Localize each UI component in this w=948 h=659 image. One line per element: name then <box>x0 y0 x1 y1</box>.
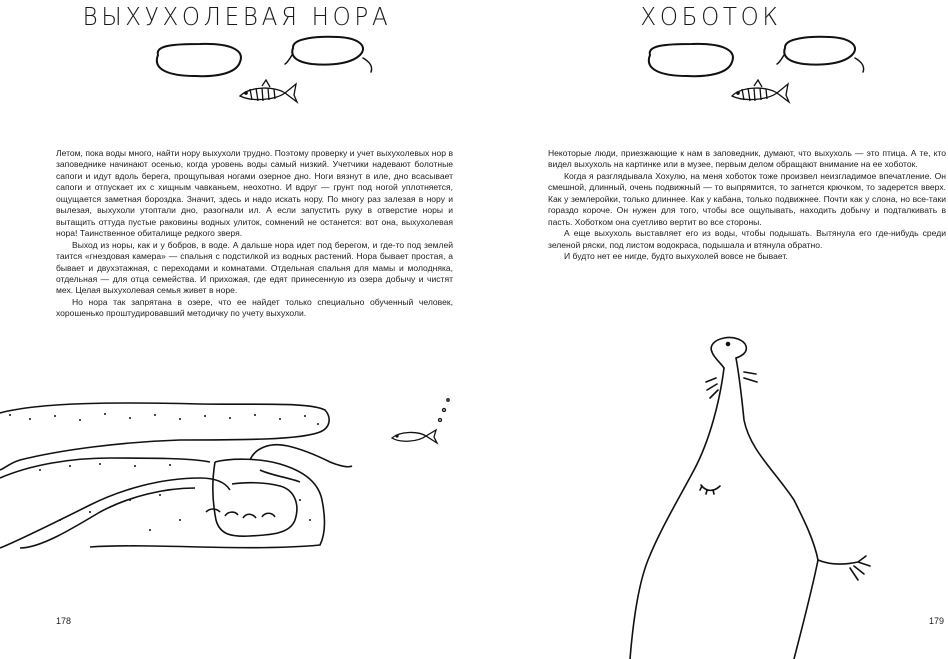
desman-illustration <box>630 337 870 659</box>
right-page-number: 179 <box>929 616 945 626</box>
right-paragraph-3: А еще выхухоль выставляет его из воды, чтобы подышать. Вытянула его где-нибудь среди зеленой ряски, под листом водокраса, подышала и втянула обратно. <box>548 228 946 250</box>
right-page <box>474 0 948 659</box>
header-doodle-right <box>474 0 948 659</box>
fish-doodle-left <box>240 80 297 102</box>
speech-bubble-left <box>649 44 733 76</box>
speech-bubble-right <box>784 37 855 65</box>
fish-doodle-swimming <box>392 399 449 443</box>
burrow-illustration <box>0 403 352 548</box>
right-paragraph-2: Когда я разглядывала Хохулю, на меня хоботок тоже произвел неизгладимое впечатление. Он смешной, длинный, очень подвижный — то выпрямится, то загнется крючком, то задерется вверх. Как у землеройки, только длиннее. Как у кабана, только подвижнее. Почти как у слона, но все-таки гораздо короче. Он нужен для того, чтобы все ощупывать, находить добычу и подталкивать в пасть. Хоботком она суетливо вертит во все стороны. <box>548 170 946 227</box>
fish-doodle-right <box>732 80 789 102</box>
left-page-number: 178 <box>56 616 72 626</box>
left-paragraph-2: Выход из норы, как и у бобров, в воде. А дальше нора идет под берегом, и где-то под землей таится «гнездовая камера» — спальня с подстилкой из водных растений. Нора бывает простая, а бывает и двухэтажная, с переходами и комнатами. Отдельная спальня для мамы и молодняка, отдельная — для отца семейства. И прихожая, где едят принесенную из озера добычу и чистят мех. Целая выхухолевая семья живет в норе. <box>56 239 453 296</box>
left-paragraph-1: Летом, пока воды много, найти нору выхухоли трудно. Поэтому проверку и учет выхухолевых нор в заповеднике начинают осенью, когда уровень воды самый низкий. Учетчики надевают болотные сапоги и идут вдоль берега, прощупывая ногами озерное дно. Ноги вязнут в иле, дно всасывает сапоги и отпускает их с хищным чавканьем, неохотно. И вдруг — грунт под ногой уплотняется, ощущается заметная бороздка. Значит, здесь и надо искать нору. По многу раз залезая в нору и вылезая, выхухоли утоптали дно, разогнали ил. А если запустить руку в отверстие норы и вытащить оттуда пустые раковины водных улиток, сомнений не останется: вот она, выхухолевая нора! Таинственное обиталище редкого зверя. <box>56 148 453 239</box>
left-page-title: ВЫХУХОЛЕВАЯ НОРА <box>82 2 392 31</box>
left-paragraph-3: Но нора так запрятана в озере, что ее найдет только специально обученный человек, хорошенько проштудировавший методичку по учету выхухоли. <box>56 296 453 319</box>
speech-bubble-left <box>157 44 241 76</box>
right-paragraph-1: Некоторые люди, приезжающие к нам в заповедник, думают, что выхухоль — это птица. А те, кто видел выхухоль на картинке или в музее, первым делом обращают внимание на ее хоботок. <box>548 148 946 170</box>
left-body-text <box>56 148 453 320</box>
right-paragraph-4: И будто нет ее нигде, будто выхухолей вовсе не бывает. <box>564 251 788 262</box>
speech-bubble-right <box>292 37 363 65</box>
right-body-text <box>548 148 946 263</box>
right-page-title: ХОБОТОК <box>640 2 782 31</box>
